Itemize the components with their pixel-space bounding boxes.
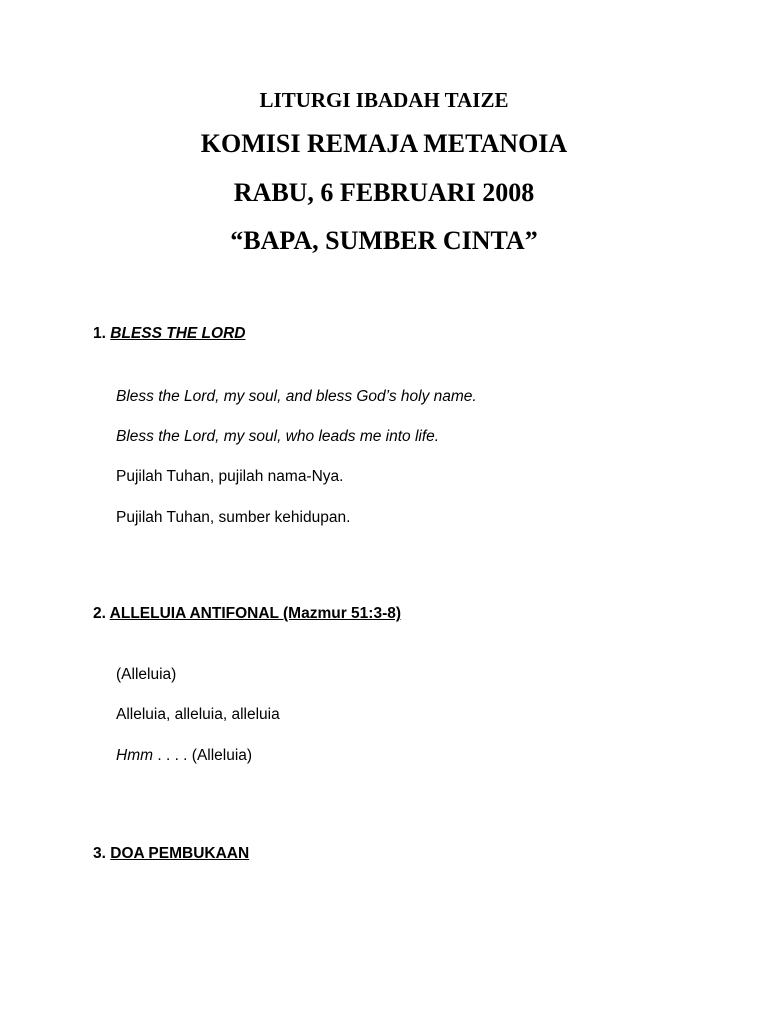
lyric-line: Pujilah Tuhan, sumber kehidupan.: [116, 509, 351, 526]
section-heading-2: [93, 606, 401, 622]
lyric-line: Bless the Lord, my soul, who leads me into life.: [116, 428, 440, 445]
section-title: BLESS THE LORD: [110, 325, 246, 342]
lyric-line: Bless the Lord, my soul, and bless God’s holy name.: [116, 388, 477, 405]
section-number: 1.: [93, 325, 106, 342]
liturgy-title: LITURGI IBADAH TAIZE: [259, 88, 509, 112]
date-title: RABU, 6 FEBRUARI 2008: [233, 178, 535, 207]
section-number: 2.: [93, 605, 106, 622]
section-number: 3.: [93, 845, 106, 862]
lyric-line: (Alleluia): [116, 666, 177, 683]
commission-title: KOMISI REMAJA METANOIA: [200, 129, 568, 158]
hum-text: Hmm: [116, 747, 154, 764]
section-title: ALLELUIA ANTIFONAL (Mazmur 51:3-8): [109, 605, 402, 622]
lyric-line: Pujilah Tuhan, pujilah nama-Nya.: [116, 468, 344, 485]
section-heading-3: [93, 846, 249, 862]
theme-title: “BAPA, SUMBER CINTA”: [230, 226, 538, 255]
section-title: DOA PEMBUKAAN: [110, 845, 250, 862]
lyric-line-hum: [116, 748, 252, 764]
section-heading-1: [93, 326, 245, 342]
hum-rest: . . . . (Alleluia): [153, 747, 253, 764]
lyric-line: Alleluia, alleluia, alleluia: [116, 706, 280, 723]
